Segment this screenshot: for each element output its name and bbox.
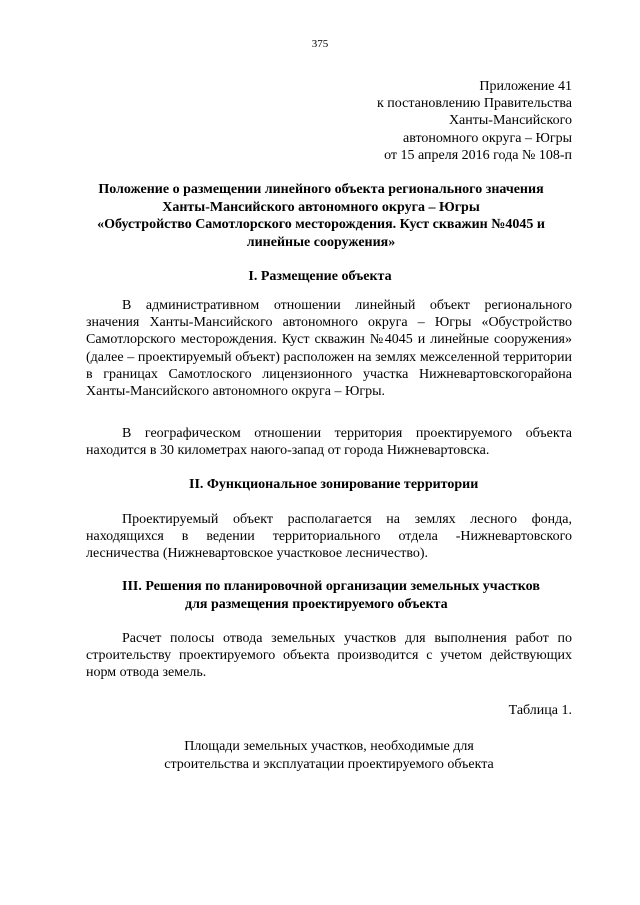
title-line: «Обустройство Самотлорского месторождения. Куст скважин №4045 и xyxy=(97,217,545,232)
section-3-paragraph: Расчет полосы отвода земельных участков для выполнения работ по строительству проектируемого объекта производится с учетом действующих норм отвода земель. xyxy=(86,631,572,681)
section-2-heading: II. Функциональное зонирование территории xyxy=(189,477,479,492)
appendix-line: от 15 апреля 2016 года № 108-п xyxy=(384,147,572,163)
table-title-line-1: Площади земельных участков, необходимые для xyxy=(184,739,474,754)
section-1-heading: I. Размещение объекта xyxy=(248,269,392,284)
document-title xyxy=(70,181,572,251)
table-title xyxy=(86,738,572,773)
appendix-line: к постановлению Правительства xyxy=(376,96,572,112)
appendix-line: автономного округа – Югры xyxy=(403,130,572,146)
title-line: линейные сооружения» xyxy=(246,234,396,250)
table-number-caption: Таблица 1. xyxy=(508,703,572,718)
section-1-paragraph-1: В административном отношении линейный объект регионального значения Ханты-Мансийского автономного округа – Югры «Обустройство Самотлорского месторождения. Куст скважин №4045 и линейные сооружения» (далее – проектируемый объект) расположен на землях межселенной территории в границах Самотлоского лицензионного участка Нижневартовскогорайона Ханты-Мансийского автономного округа – Югры. xyxy=(86,298,572,400)
table-title-line-2: строительства и эксплуатации проектируемого объекта xyxy=(164,756,494,772)
section-3-heading-line-1: III. Решения по планировочной организации земельных участков xyxy=(122,579,540,594)
appendix-header xyxy=(272,78,572,164)
appendix-line: Ханты-Мансийского xyxy=(448,113,572,129)
title-line: Положение о размещении линейного объекта регионального значения xyxy=(98,182,544,197)
section-2-paragraph: Проектируемый объект располагается на землях лесного фонда, находящихся в ведении территориального отдела -Нижневартовского лесничества (Нижневартовское участковое лесничество). xyxy=(86,512,572,562)
page-number: 375 xyxy=(311,38,329,50)
section-1-paragraph-2: В географическом отношении территория проектируемого объекта находится в 30 километрах наюго-запад от города Нижневартовска. xyxy=(86,426,572,459)
title-line: Ханты-Мансийского автономного округа – Югры xyxy=(162,199,480,215)
section-3-heading-line-2: для размещения проектируемого объекта xyxy=(185,597,448,612)
appendix-line: Приложение 41 xyxy=(479,79,572,94)
